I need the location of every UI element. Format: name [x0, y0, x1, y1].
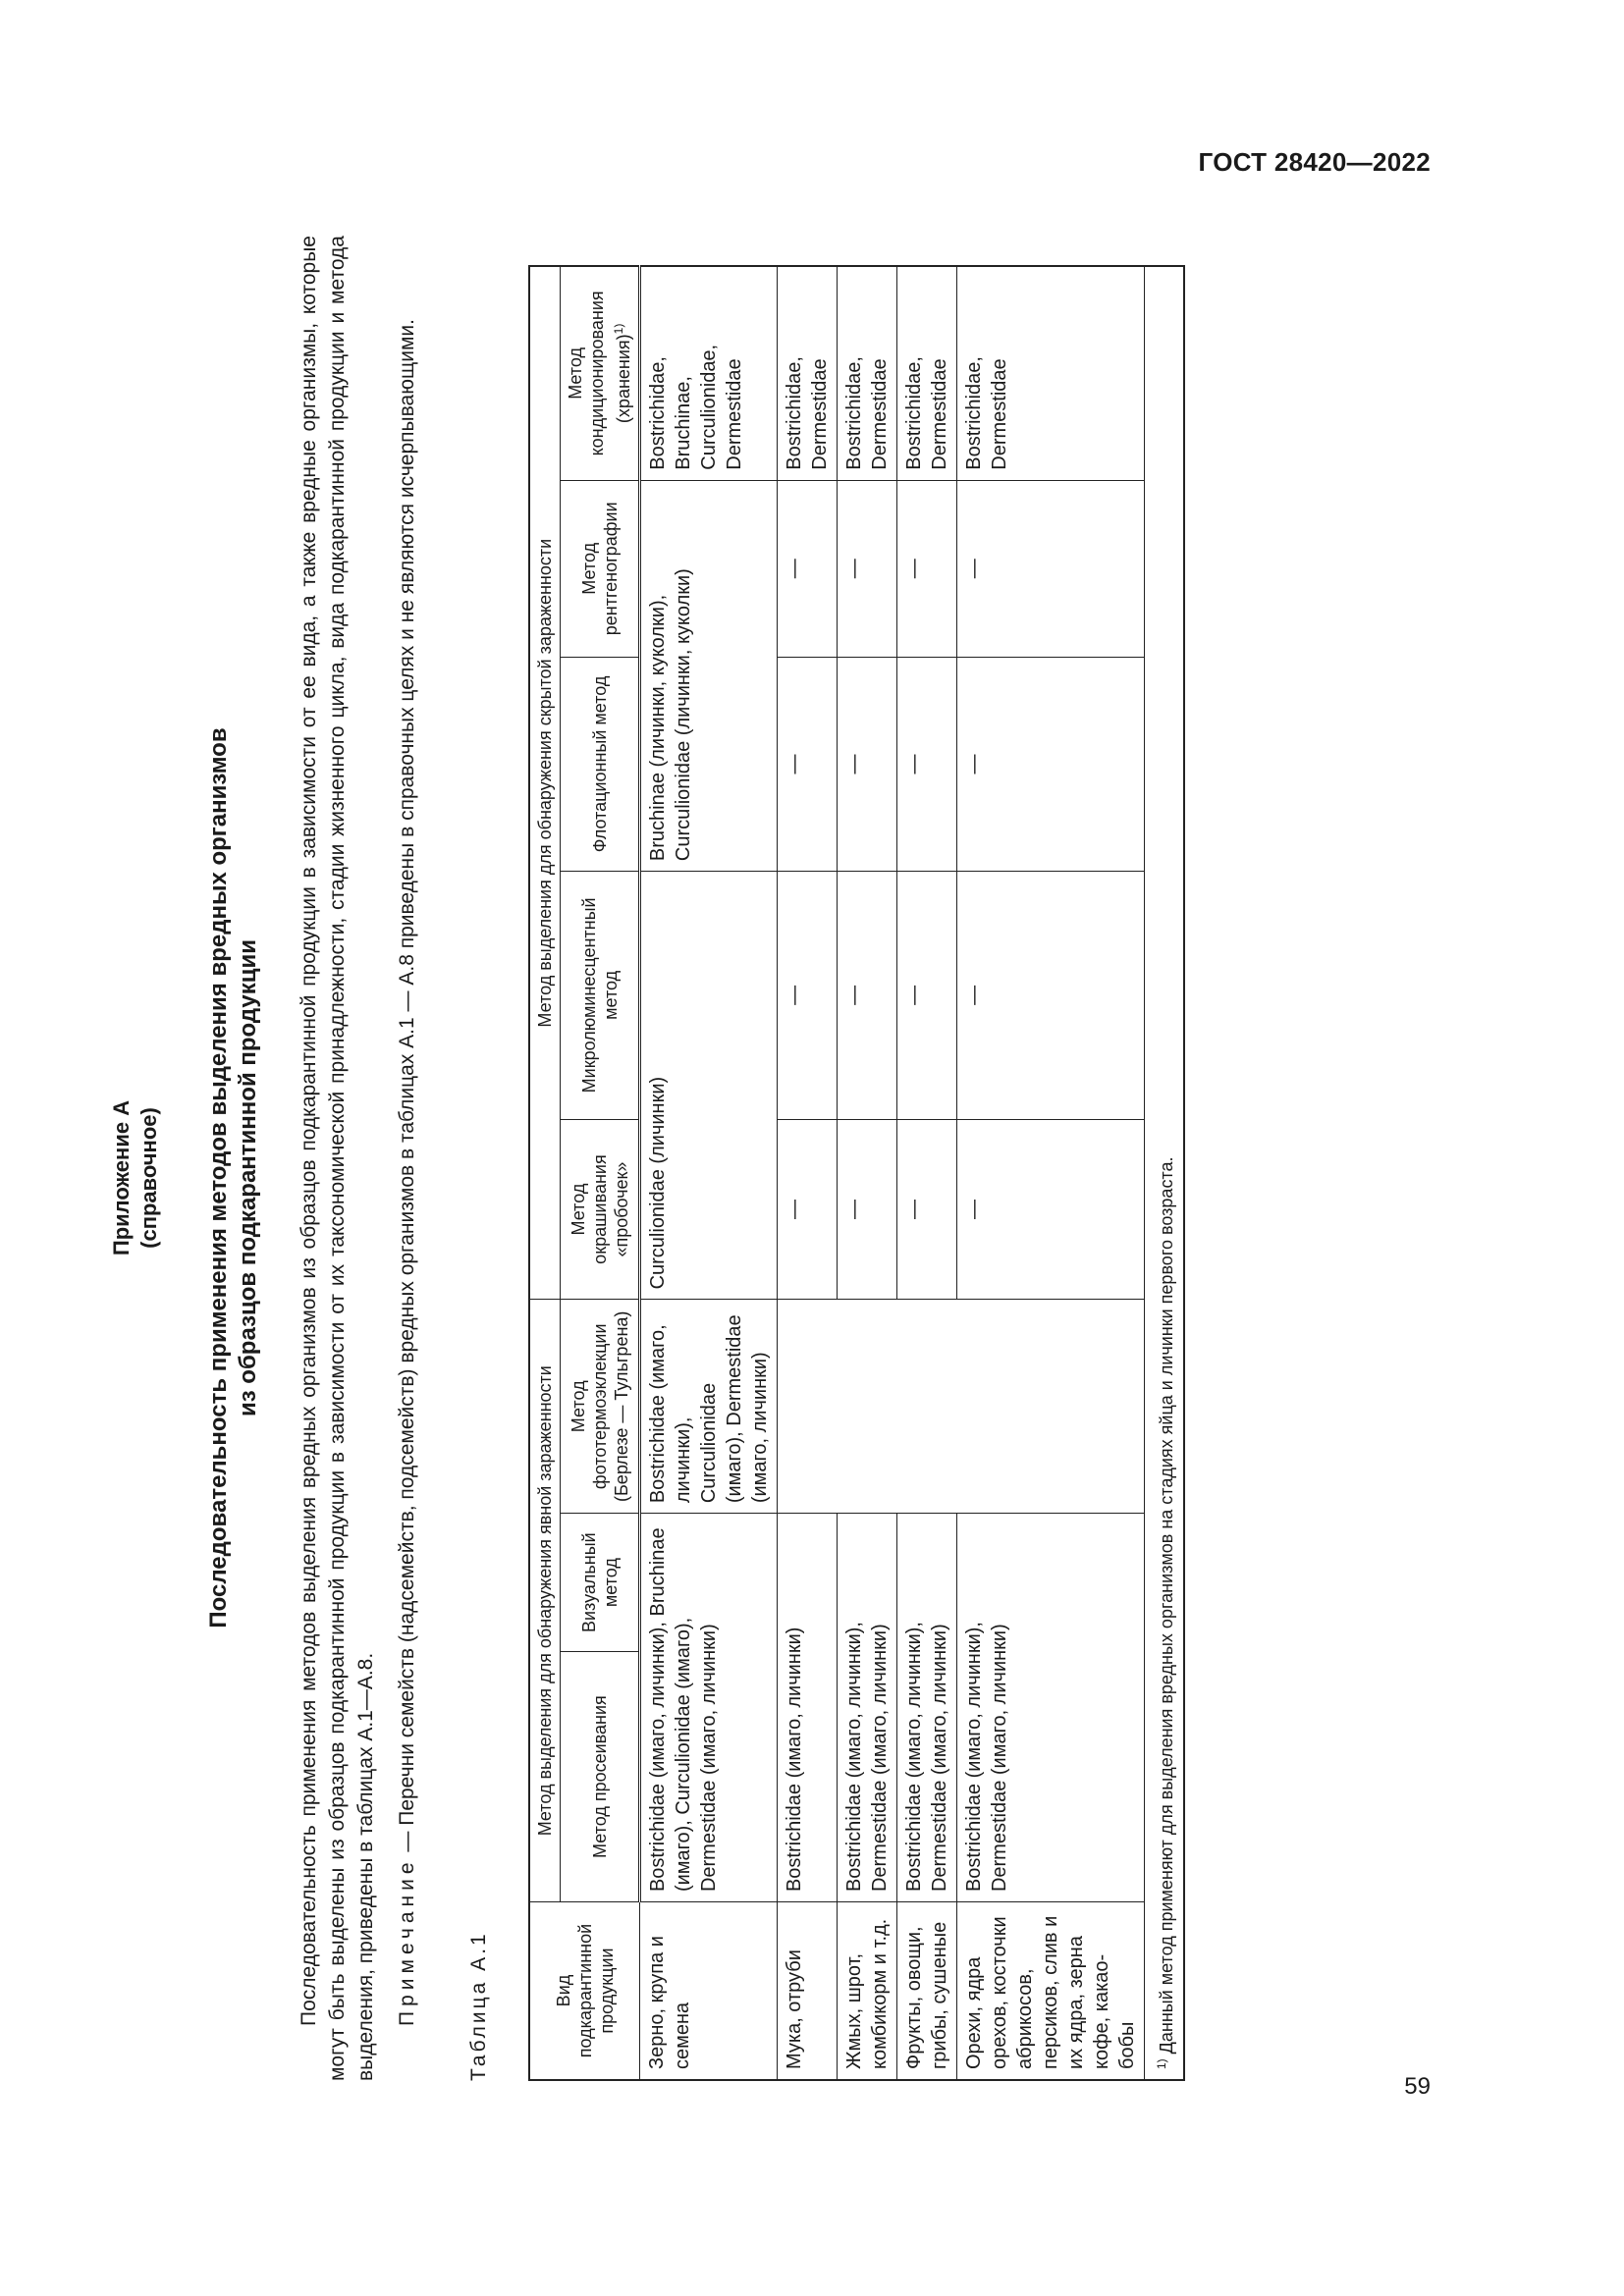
cell-staining: Curculionidae (личинки)	[640, 872, 778, 1300]
appendix-label: Приложение А	[109, 1099, 134, 1256]
note-label: Примечание	[396, 1857, 418, 2026]
table-footnote	[1145, 266, 1185, 2080]
cell-sieving: Bostrichidae (имаго, личинки), Dermestidae (имаго, личинки)	[838, 1514, 897, 1902]
cell-conditioning: Bostrichidae, Dermestidae	[957, 266, 1145, 480]
intro-paragraph: Последовательность применения методов выделения вредных организмов из образцов подкарантинной продукции в зависимости от ее вида, а также вредные организмы, которые могут быть выделены из образцов подкарантинной продукции в зависимости от их таксономической принадлежности, стадии жизненного цикла, вида подкарантинной продукции и метода выделения, приведены в таблицах А.1—А.8.	[298, 236, 377, 2081]
cell-flotation: —	[957, 657, 1145, 871]
cell-staining: —	[957, 1119, 1145, 1300]
cell-microlum: —	[838, 872, 897, 1120]
appendix-title	[204, 236, 263, 2120]
cell-conditioning: Bostrichidae, Bruchinae, Curculionidae, Dermestidae	[640, 266, 778, 480]
header-microlum: Микролюминесцентный метод	[561, 872, 640, 1120]
note-text: — Перечни семейств (надсемейств, подсемейств) вредных организмов в таблицах А.1 — А.8 приведены в справочных целях и не являются исчерпывающими.	[396, 319, 418, 1858]
header-product: Вид подкарантинной продукции	[529, 1902, 640, 2080]
document-header: ГОСТ 28420—2022	[1198, 147, 1431, 177]
cell-flotation: —	[778, 657, 838, 871]
cell-product: Жмых, шрот, комбикорм и т.д.	[838, 1902, 897, 2080]
appendix-type: (справочное)	[136, 1107, 161, 1249]
header-conditioning-text: Метод кондиционирования (хранения)	[566, 291, 633, 456]
table-row	[957, 266, 1145, 2080]
cell-sieving: Bostrichidae (имаго, личинки)	[778, 1514, 838, 1902]
header-photothermo: Метод фототермоэклекции (Берлезе — Тульгрена)	[561, 1300, 640, 1514]
cell-xray: —	[778, 480, 838, 657]
page-number: 59	[1404, 2073, 1431, 2100]
methods-table	[528, 265, 1185, 2081]
cell-staining: —	[897, 1119, 957, 1300]
cell-staining: —	[838, 1119, 897, 1300]
table-caption-number: А.1	[467, 1931, 490, 1971]
cell-conditioning: Bostrichidae, Dermestidae	[778, 266, 838, 480]
title-line-1: Последовательность применения методов выделения вредных организмов	[205, 727, 232, 1629]
header-conditioning	[561, 266, 640, 480]
note-paragraph	[393, 236, 421, 2081]
cell-xray: —	[957, 480, 1145, 657]
header-visual: Визуальный метод	[561, 1514, 640, 1652]
table-caption	[467, 1931, 491, 2081]
table-caption-label: Таблица	[467, 1979, 490, 2081]
appendix-heading	[108, 236, 163, 2120]
table-row	[640, 266, 778, 2080]
cell-xray: —	[897, 480, 957, 657]
cell-microlum: —	[778, 872, 838, 1120]
title-line-2: из образцов подкарантинной продукции	[235, 938, 261, 1417]
cell-product: Орехи, ядра орехов, косточки абрикосов, персиков, слив и их ядра, зерна кофе, какао-бобы	[957, 1902, 1145, 2080]
table-row	[838, 266, 897, 2080]
cell-staining: —	[778, 1119, 838, 1300]
table-row	[897, 266, 957, 2080]
cell-microlum: —	[957, 872, 1145, 1120]
header-xray: Метод рентгенографии	[561, 480, 640, 657]
cell-conditioning: Bostrichidae, Dermestidae	[838, 266, 897, 480]
cell-flotation: Bruchinae (личинки, куколки), Curculionidae (личинки, куколки)	[640, 480, 778, 871]
cell-sieving: Bostrichidae (имаго, личинки), Bruchinae (имаго), Curculionidae (имаго), Dermestidae (имаго, личинки)	[640, 1514, 778, 1902]
cell-conditioning: Bostrichidae, Dermestidae	[897, 266, 957, 480]
footnote-ref: 1)	[612, 323, 625, 335]
cell-microlum: —	[897, 872, 957, 1120]
cell-product: Зерно, крупа и семена	[640, 1902, 778, 2080]
header-explicit: Метод выделения для обнаружения явной зараженности	[529, 1300, 561, 1902]
footnote-text: Данный метод применяют для выделения вредных организмов на стадиях яйца и личинки первого возраста.	[1157, 1156, 1176, 2059]
footnote-mark: 1)	[1155, 2058, 1168, 2069]
cell-sieving: Bostrichidae (имаго, личинки), Dermestidae (имаго, личинки)	[957, 1514, 1145, 1902]
cell-product: Мука, отруби	[778, 1902, 838, 2080]
cell-photothermo-empty	[778, 1300, 1145, 1514]
cell-flotation: —	[897, 657, 957, 871]
header-hidden: Метод выделения для обнаружения скрытой зараженности	[529, 266, 561, 1300]
table-row	[778, 266, 838, 2080]
table-footnote-row	[1145, 266, 1185, 2080]
cell-product: Фрукты, овощи, грибы, сушеные	[897, 1902, 957, 2080]
header-staining: Метод окрашивания «пробочек»	[561, 1119, 640, 1300]
header-sieving: Метод просеивания	[561, 1652, 640, 1902]
cell-sieving: Bostrichidae (имаго, личинки), Dermestidae (имаго, личинки)	[897, 1514, 957, 1902]
cell-xray: —	[838, 480, 897, 657]
rotated-page-content	[108, 236, 1306, 2120]
cell-photothermo: Bostrichidae (имаго, личинки), Curculionidae (имаго), Dermestidae (имаго, личинки)	[640, 1300, 778, 1514]
cell-flotation: —	[838, 657, 897, 871]
header-flotation: Флотационный метод	[561, 657, 640, 871]
